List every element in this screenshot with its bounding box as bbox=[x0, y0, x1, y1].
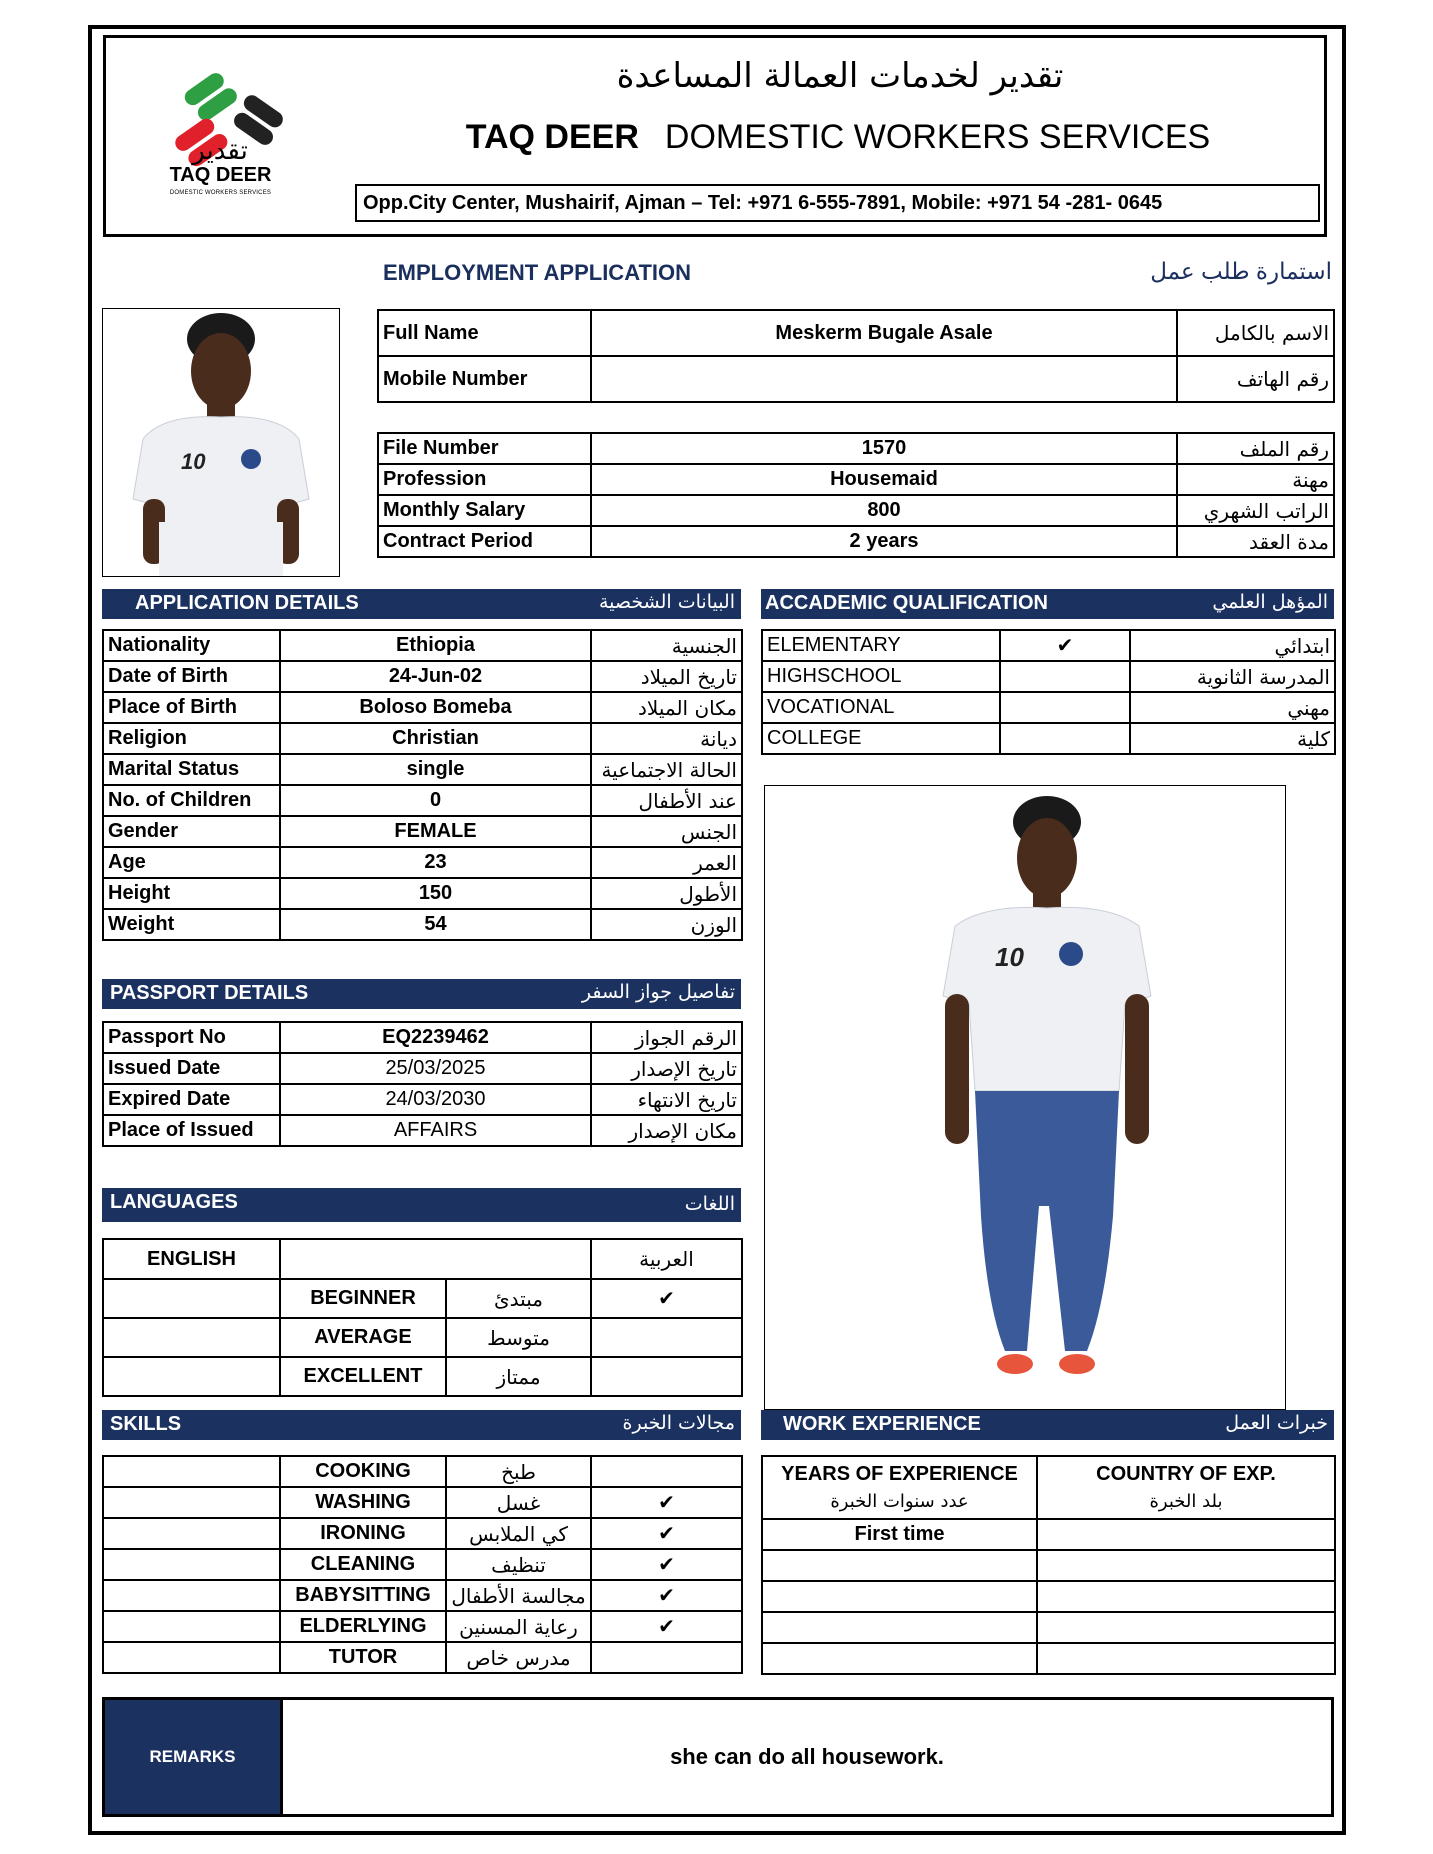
row-value: 24-Jun-02 bbox=[280, 661, 591, 692]
checkmark-icon bbox=[103, 1318, 280, 1357]
table-row bbox=[762, 1581, 1335, 1612]
empty-cell bbox=[103, 1518, 280, 1549]
table-row bbox=[378, 526, 1334, 557]
country-value bbox=[1037, 1612, 1335, 1643]
country-value bbox=[1037, 1519, 1335, 1550]
table-row bbox=[103, 1053, 742, 1084]
skill-label-arabic: غسل bbox=[446, 1487, 591, 1518]
row-label-arabic: الاسم بالكامل bbox=[1177, 310, 1334, 356]
skill-label-arabic: تنظيف bbox=[446, 1549, 591, 1580]
row-value: 25/03/2025 bbox=[280, 1053, 591, 1084]
table-row bbox=[378, 310, 1334, 356]
section-title-arabic: اللغات bbox=[684, 1193, 735, 1215]
skill-label-arabic: طبخ bbox=[446, 1456, 591, 1487]
years-header-ar: عدد سنوات الخبرة bbox=[830, 1490, 969, 1512]
qualification-label-arabic: ابتدائي bbox=[1130, 630, 1335, 661]
row-label-arabic: الراتب الشهري bbox=[1177, 495, 1334, 526]
checkmark-icon bbox=[591, 1456, 742, 1487]
table-row bbox=[103, 1357, 742, 1396]
row-value: Boloso Bomeba bbox=[280, 692, 591, 723]
checkmark-icon: ✔ bbox=[591, 1611, 742, 1642]
section-title: SKILLS bbox=[110, 1413, 182, 1435]
checkmark-icon: ✔ bbox=[591, 1487, 742, 1518]
row-value: EQ2239462 bbox=[280, 1022, 591, 1053]
row-label-arabic: عند الأطفال bbox=[591, 785, 742, 816]
skill-label-arabic: رعاية المسنين bbox=[446, 1611, 591, 1642]
row-value: AFFAIRS bbox=[280, 1115, 591, 1146]
table-row bbox=[762, 1550, 1335, 1581]
row-label-arabic: مهنة bbox=[1177, 464, 1334, 495]
full-name-value: Meskerm Bugale Asale bbox=[591, 310, 1177, 356]
row-label-arabic: الجنس bbox=[591, 816, 742, 847]
row-label: No. of Children bbox=[103, 785, 280, 816]
company-title-arabic: تقدير لخدمات العمالة المساعدة bbox=[616, 56, 1064, 96]
table-row bbox=[762, 692, 1335, 723]
empty-cell bbox=[103, 1549, 280, 1580]
table-row bbox=[378, 495, 1334, 526]
row-label-arabic: الجنسية bbox=[591, 630, 742, 661]
table-row bbox=[103, 1549, 742, 1580]
table-row bbox=[762, 1456, 1335, 1519]
row-label: Full Name bbox=[378, 310, 591, 356]
personal-name-table bbox=[377, 309, 1335, 403]
passport-header bbox=[102, 979, 741, 1009]
row-label: Gender bbox=[103, 816, 280, 847]
company-subtitle: DOMESTIC WORKERS SERVICES bbox=[664, 118, 1211, 156]
table-row bbox=[103, 847, 742, 878]
section-title: ACCADEMIC QUALIFICATION bbox=[765, 592, 1048, 614]
row-label: Place of Birth bbox=[103, 692, 280, 723]
row-label-arabic: مدة العقد bbox=[1177, 526, 1334, 557]
row-value: Christian bbox=[280, 723, 591, 754]
section-title-arabic: خبرات العمل bbox=[1225, 1412, 1328, 1434]
remarks-text: she can do all housework. bbox=[280, 1700, 1331, 1814]
qualification-label: COLLEGE bbox=[762, 723, 1000, 754]
table-row bbox=[103, 1642, 742, 1673]
table-row bbox=[103, 630, 742, 661]
mobile-number-value bbox=[591, 356, 1177, 402]
work-experience-header bbox=[761, 1410, 1334, 1440]
row-label-arabic: الرقم الجواز bbox=[591, 1022, 742, 1053]
row-label: Monthly Salary bbox=[378, 495, 591, 526]
checkmark-icon: ✔ bbox=[591, 1279, 742, 1318]
row-label-arabic: الوزن bbox=[591, 909, 742, 940]
table-row bbox=[103, 661, 742, 692]
applicant-photo-full bbox=[764, 785, 1286, 1410]
row-value: 0 bbox=[280, 785, 591, 816]
row-label-arabic: ديانة bbox=[591, 723, 742, 754]
row-value: 24/03/2030 bbox=[280, 1084, 591, 1115]
row-label-arabic: تاريخ الانتهاء bbox=[591, 1084, 742, 1115]
skill-label: TUTOR bbox=[280, 1642, 446, 1673]
row-label: Profession bbox=[378, 464, 591, 495]
checkmark-icon: ✔ bbox=[591, 1549, 742, 1580]
empty-cell bbox=[103, 1611, 280, 1642]
applicant-photo-small bbox=[102, 308, 340, 577]
row-label-arabic: الحالة الاجتماعية bbox=[591, 754, 742, 785]
country-header-ar: بلد الخبرة bbox=[1149, 1490, 1223, 1512]
checkmark-icon bbox=[1000, 723, 1130, 754]
row-value: 23 bbox=[280, 847, 591, 878]
remarks-label: REMARKS bbox=[105, 1700, 280, 1814]
row-value: FEMALE bbox=[280, 816, 591, 847]
table-row bbox=[103, 692, 742, 723]
row-label: Contract Period bbox=[378, 526, 591, 557]
empty-cell bbox=[103, 1456, 280, 1487]
qualification-label-arabic: مهني bbox=[1130, 692, 1335, 723]
table-row bbox=[103, 1487, 742, 1518]
empty-cell bbox=[280, 1239, 591, 1279]
section-title: APPLICATION DETAILS bbox=[135, 592, 359, 614]
empty-cell bbox=[103, 1642, 280, 1673]
languages-table bbox=[102, 1238, 743, 1397]
table-row bbox=[103, 878, 742, 909]
table-row bbox=[378, 356, 1334, 402]
level-label-arabic: مبتدئ bbox=[446, 1279, 591, 1318]
logo-arabic-text: تقدير bbox=[192, 136, 248, 166]
section-title-arabic: البيانات الشخصية bbox=[598, 591, 735, 613]
row-label: Weight bbox=[103, 909, 280, 940]
qualification-label: VOCATIONAL bbox=[762, 692, 1000, 723]
country-value bbox=[1037, 1643, 1335, 1674]
english-column-header: ENGLISH bbox=[103, 1239, 280, 1279]
level-label-arabic: ممتاز bbox=[446, 1357, 591, 1396]
row-label: Issued Date bbox=[103, 1053, 280, 1084]
checkmark-icon: ✔ bbox=[591, 1518, 742, 1549]
person-portrait-icon bbox=[103, 309, 339, 576]
table-row bbox=[103, 1022, 742, 1053]
row-label-arabic: الأطول bbox=[591, 878, 742, 909]
years-value bbox=[762, 1550, 1037, 1581]
table-row bbox=[762, 1519, 1335, 1550]
skill-label-arabic: كي الملابس bbox=[446, 1518, 591, 1549]
skill-label: IRONING bbox=[280, 1518, 446, 1549]
checkmark-icon bbox=[591, 1318, 742, 1357]
person-fullbody-icon bbox=[765, 786, 1285, 1409]
company-title-english bbox=[458, 118, 1218, 157]
row-label: Height bbox=[103, 878, 280, 909]
row-label-arabic: رقم الملف bbox=[1177, 433, 1334, 464]
skill-label: COOKING bbox=[280, 1456, 446, 1487]
row-label: Marital Status bbox=[103, 754, 280, 785]
table-row bbox=[762, 630, 1335, 661]
row-value: 54 bbox=[280, 909, 591, 940]
file-number-value: 1570 bbox=[591, 433, 1177, 464]
table-row bbox=[103, 1611, 742, 1642]
table-row bbox=[103, 1580, 742, 1611]
arabic-column-header: العربية bbox=[591, 1239, 742, 1279]
row-label: File Number bbox=[378, 433, 591, 464]
row-label-arabic: تاريخ الميلاد bbox=[591, 661, 742, 692]
country-column-header bbox=[1037, 1456, 1335, 1519]
row-value: Ethiopia bbox=[280, 630, 591, 661]
academic-table bbox=[761, 629, 1336, 755]
qualification-label: ELEMENTARY bbox=[762, 630, 1000, 661]
level-label: BEGINNER bbox=[280, 1279, 446, 1318]
checkmark-icon: ✔ bbox=[1000, 630, 1130, 661]
table-row bbox=[103, 1115, 742, 1146]
row-label-arabic: مكان الميلاد bbox=[591, 692, 742, 723]
skill-label-arabic: مجالسة الأطفال bbox=[446, 1580, 591, 1611]
section-title-arabic: مجالات الخبرة bbox=[622, 1412, 735, 1434]
application-details-table bbox=[102, 629, 743, 941]
row-label-arabic: العمر bbox=[591, 847, 742, 878]
table-row bbox=[103, 785, 742, 816]
skill-label: ELDERLYING bbox=[280, 1611, 446, 1642]
logo-english-text: TAQ DEER bbox=[169, 164, 272, 186]
table-row bbox=[762, 1643, 1335, 1674]
section-title-arabic: تفاصيل جواز السفر bbox=[581, 981, 735, 1003]
checkmark-icon bbox=[1000, 661, 1130, 692]
work-experience-table bbox=[761, 1455, 1336, 1675]
academic-header bbox=[761, 589, 1334, 619]
table-row bbox=[103, 1518, 742, 1549]
row-label: Expired Date bbox=[103, 1084, 280, 1115]
section-title: LANGUAGES bbox=[110, 1191, 238, 1213]
contract-period-value: 2 years bbox=[591, 526, 1177, 557]
skill-label-arabic: مدرس خاص bbox=[446, 1642, 591, 1673]
application-details-header bbox=[102, 589, 741, 619]
years-value bbox=[762, 1612, 1037, 1643]
table-row bbox=[103, 1279, 742, 1318]
table-row bbox=[103, 1084, 742, 1115]
table-row bbox=[103, 816, 742, 847]
table-row bbox=[762, 1612, 1335, 1643]
row-label: Age bbox=[103, 847, 280, 878]
checkmark-icon bbox=[103, 1279, 280, 1318]
company-brand: TAQ DEER bbox=[465, 118, 639, 156]
checkmark-icon: ✔ bbox=[591, 1580, 742, 1611]
checkmark-icon bbox=[591, 1357, 742, 1396]
years-value: First time bbox=[762, 1519, 1037, 1550]
qualification-label-arabic: المدرسة الثانوية bbox=[1130, 661, 1335, 692]
table-row bbox=[378, 464, 1334, 495]
skill-label: WASHING bbox=[280, 1487, 446, 1518]
level-label-arabic: متوسط bbox=[446, 1318, 591, 1357]
table-row bbox=[103, 754, 742, 785]
company-address: Opp.City Center, Mushairif, Ajman – Tel: +971 6-555-7891, Mobile: +971 54 -281- 0645 bbox=[355, 184, 1320, 222]
skill-label: BABYSITTING bbox=[280, 1580, 446, 1611]
level-label: EXCELLENT bbox=[280, 1357, 446, 1396]
checkmark-icon bbox=[103, 1357, 280, 1396]
checkmark-icon bbox=[1000, 692, 1130, 723]
file-info-table bbox=[377, 432, 1335, 558]
years-column-header bbox=[762, 1456, 1037, 1519]
row-label-arabic: رقم الهاتف bbox=[1177, 356, 1334, 402]
table-row bbox=[762, 723, 1335, 754]
row-label-arabic: تاريخ الإصدار bbox=[591, 1053, 742, 1084]
qualification-label-arabic: كلية bbox=[1130, 723, 1335, 754]
section-title: PASSPORT DETAILS bbox=[110, 982, 309, 1004]
profession-value: Housemaid bbox=[591, 464, 1177, 495]
skills-header bbox=[102, 1410, 741, 1440]
skill-label: CLEANING bbox=[280, 1549, 446, 1580]
empty-cell bbox=[103, 1580, 280, 1611]
qualification-label: HIGHSCHOOL bbox=[762, 661, 1000, 692]
svg-text:10: 10 bbox=[995, 942, 1024, 972]
row-label-arabic: مكان الإصدار bbox=[591, 1115, 742, 1146]
country-header-en: COUNTRY OF EXP. bbox=[1096, 1462, 1276, 1485]
salary-value: 800 bbox=[591, 495, 1177, 526]
level-label: AVERAGE bbox=[280, 1318, 446, 1357]
years-value bbox=[762, 1643, 1037, 1674]
table-row bbox=[103, 1318, 742, 1357]
row-label: Mobile Number bbox=[378, 356, 591, 402]
checkmark-icon bbox=[591, 1642, 742, 1673]
languages-header bbox=[102, 1188, 741, 1222]
table-row bbox=[378, 433, 1334, 464]
row-value: single bbox=[280, 754, 591, 785]
table-row bbox=[103, 909, 742, 940]
svg-text:10: 10 bbox=[181, 449, 206, 474]
passport-table bbox=[102, 1021, 743, 1147]
row-label: Nationality bbox=[103, 630, 280, 661]
table-row bbox=[103, 1456, 742, 1487]
table-row bbox=[103, 723, 742, 754]
form-title-arabic: استمارة طلب عمل bbox=[1150, 258, 1332, 284]
years-header-en: YEARS OF EXPERIENCE bbox=[781, 1462, 1018, 1485]
section-title: WORK EXPERIENCE bbox=[783, 1413, 981, 1435]
row-label: Religion bbox=[103, 723, 280, 754]
row-label: Date of Birth bbox=[103, 661, 280, 692]
country-value bbox=[1037, 1581, 1335, 1612]
skills-table bbox=[102, 1455, 743, 1674]
form-title-english: EMPLOYMENT APPLICATION bbox=[383, 260, 691, 285]
section-title-arabic: المؤهل العلمي bbox=[1212, 591, 1328, 613]
logo-subtitle: DOMESTIC WORKERS SERVICES bbox=[169, 190, 272, 196]
years-value bbox=[762, 1581, 1037, 1612]
row-label: Place of Issued bbox=[103, 1115, 280, 1146]
table-row bbox=[103, 1239, 742, 1279]
table-row bbox=[762, 661, 1335, 692]
country-value bbox=[1037, 1550, 1335, 1581]
row-label: Passport No bbox=[103, 1022, 280, 1053]
row-value: 150 bbox=[280, 878, 591, 909]
empty-cell bbox=[103, 1487, 280, 1518]
